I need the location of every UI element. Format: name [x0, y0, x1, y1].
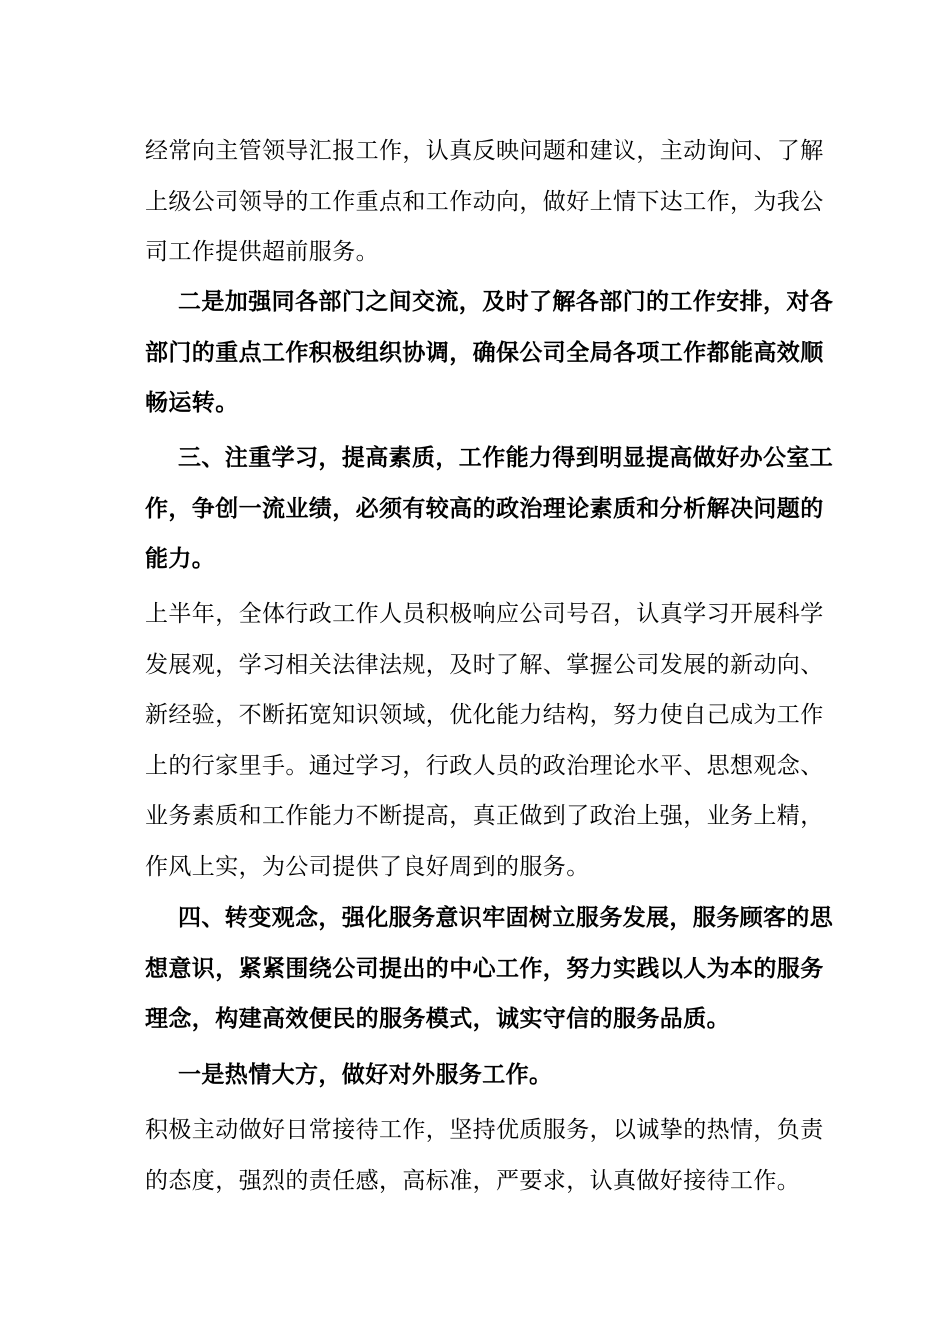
text-line: 二是加强同各部门之间交流，及时了解各部门的工作安排，对各: [178, 289, 834, 315]
text-line: 发展观，学习相关法律法规，及时了解、掌握公司发展的新动向、: [145, 651, 824, 678]
paragraph-reporting: [145, 126, 824, 278]
text-line: 经常向主管领导汇报工作，认真反映问题和建议，主动询问、了解: [145, 138, 824, 164]
text-line: 能力。: [145, 546, 216, 572]
text-line: 新经验，不断拓宽知识领域，优化能力结构，努力使自己成为工作: [145, 702, 824, 728]
text-line: 上的行家里手。通过学习，行政人员的政治理论水平、思想观念、: [145, 752, 824, 779]
text-line: 畅运转。: [145, 390, 239, 416]
paragraph-reception: [145, 1105, 824, 1206]
subheading-external-service: [145, 1050, 810, 1101]
text-line: 三、注重学习，提高素质，工作能力得到明显提高做好办公室工: [178, 445, 834, 471]
text-line: 作风上实，为公司提供了良好周到的服务。: [145, 853, 590, 880]
text-line: 上级公司领导的工作重点和工作动向，做好上情下达工作，为我公: [145, 188, 824, 215]
heading-section-four: [145, 893, 834, 1045]
text-line: 部门的重点工作积极组织协调，确保公司全局各项工作都能高效顺: [145, 339, 824, 366]
text-line: 作，争创一流业绩，必须有较高的政治理论素质和分析解决问题的: [145, 495, 824, 522]
text-line: 四、转变观念，强化服务意识牢固树立服务发展，服务顾客的思: [178, 905, 834, 931]
text-line: 的态度，强烈的责任感，高标准，严要求，认真做好接待工作。: [145, 1167, 801, 1194]
text-line: 司工作提供超前服务。: [145, 239, 379, 265]
text-line: 上半年，全体行政工作人员积极响应公司号召，认真学习开展科学: [145, 601, 824, 627]
paragraph-learning: [145, 589, 824, 892]
paragraph-department-communication: [145, 277, 834, 429]
text-line: 理念，构建高效便民的服务模式，诚实守信的服务品质。: [145, 1006, 730, 1032]
text-line: 积极主动做好日常接待工作，坚持优质服务，以诚挚的热情，负责: [145, 1117, 824, 1143]
text-line: 想意识，紧紧围绕公司提出的中心工作，努力实践以人为本的服务: [145, 955, 824, 982]
heading-section-three: [145, 433, 834, 585]
text-line: 一是热情大方，做好对外服务工作。: [178, 1062, 553, 1088]
text-line: 业务素质和工作能力不断提高，真正做到了政治上强，业务上精，: [145, 803, 824, 829]
